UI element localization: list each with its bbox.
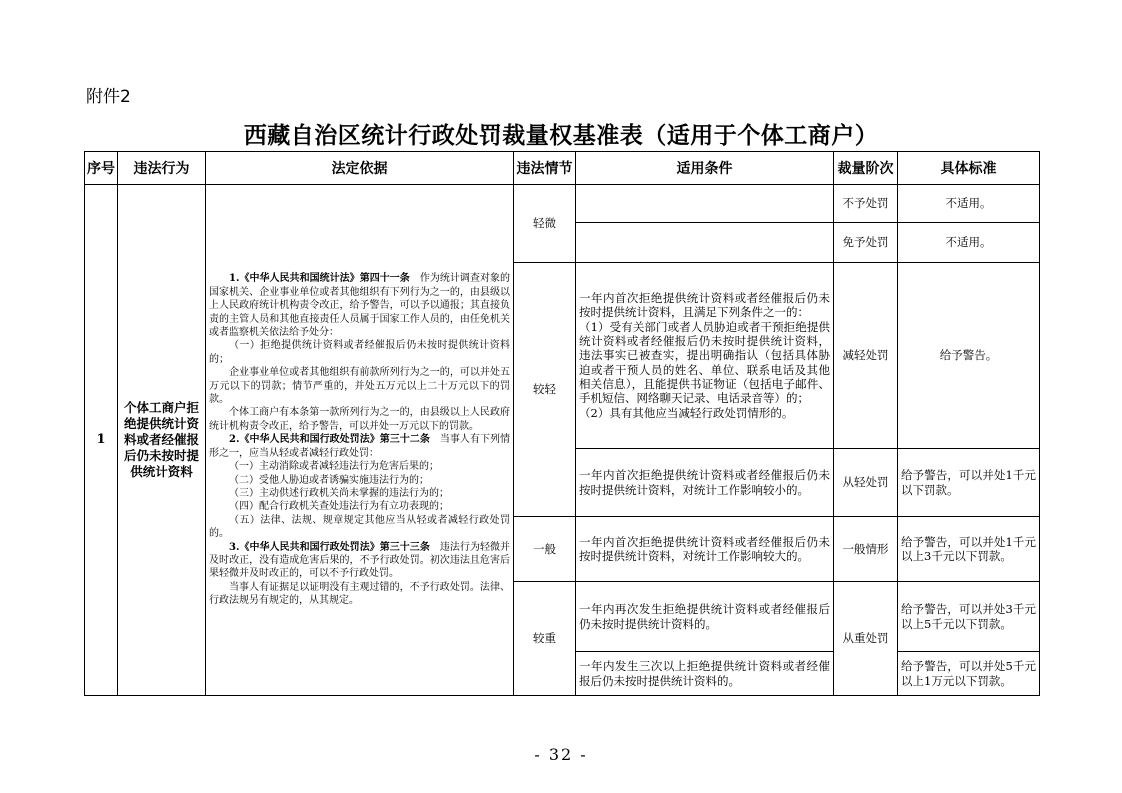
basis-text: 个体工商户有本条第一款所列行为之一的，由县级以上人民政府统计机构责令改正，给予警告，可以并处一万元以下的罚款。 — [209, 407, 510, 432]
row-behavior: 个体工商户拒绝提供统计资料或者经催报后仍未按时提供统计资料 — [118, 185, 206, 696]
circumstance-lighter: 较轻 — [514, 263, 576, 517]
basis-text: 当事人有下列情形之一，应当从轻或者减轻行政处罚： — [209, 434, 511, 459]
document-title: 西藏自治区统计行政处罚裁量权基准表（适用于个体工商户） — [243, 123, 879, 149]
standard-cell: 给予警告，可以并处5千元以上1万元以下罚款。 — [898, 652, 1040, 696]
header-basis: 法定依据 — [206, 152, 514, 185]
standard-cell: 给予警告，可以并处1千元以下罚款。 — [898, 449, 1040, 517]
level-cell: 一般情形 — [834, 517, 898, 582]
header-conditions: 适用条件 — [576, 152, 834, 185]
header-seq: 序号 — [85, 152, 118, 185]
basis-paragraph — [209, 433, 510, 460]
basis-text: （一）主动消除或者减轻违法行为危害后果的； — [229, 461, 439, 473]
page-number: - 32 - — [534, 745, 588, 764]
basis-article: 2.《中华人民共和国行政处罚法》第三十二条 — [229, 434, 430, 446]
condition-cell: 一年内首次拒绝提供统计资料或者经催报后仍未按时提供统计资料，对统计工作影响较小的。 — [576, 449, 834, 517]
basis-paragraph — [209, 339, 510, 366]
basis-paragraph — [209, 406, 510, 433]
basis-text: （四）配合行政机关查处违法行为有立功表现的； — [229, 501, 449, 513]
discretion-table — [84, 151, 1040, 696]
header-circumstance: 违法情节 — [514, 152, 576, 185]
standard-cell: 不适用。 — [898, 185, 1040, 223]
header-level: 裁量阶次 — [834, 152, 898, 185]
standard-cell: 给予警告。 — [898, 263, 1040, 449]
condition-cell — [576, 223, 834, 263]
level-cell: 从轻处罚 — [834, 449, 898, 517]
basis-paragraph — [209, 514, 510, 541]
condition-cell: 一年内发生三次以上拒绝提供统计资料或者经催报后仍未按时提供统计资料的。 — [576, 652, 834, 696]
basis-paragraph — [209, 366, 510, 406]
basis-text: （三）主动供述行政机关尚未掌握的违法行为的； — [229, 487, 449, 499]
table-row — [85, 185, 1040, 223]
basis-paragraph — [209, 541, 510, 581]
circumstance-minor: 轻微 — [514, 185, 576, 263]
standard-cell: 给予警告，可以并处1千元以上3千元以下罚款。 — [898, 517, 1040, 582]
row-seq: 1 — [85, 185, 118, 696]
basis-text: 违法行为轻微并及时改正，没有造成危害后果的，不予行政处罚。初次违法且危害后果轻微并及时改正的，可以不予行政处罚。 — [209, 541, 511, 580]
standard-cell: 不适用。 — [898, 223, 1040, 263]
circumstance-serious: 较重 — [514, 582, 576, 696]
basis-paragraph — [209, 581, 510, 608]
basis-text: （五）法律、法规、规章规定其他应当从轻或者减轻行政处罚的。 — [209, 514, 510, 540]
basis-text: 企业事业单位或者其他组织有前款所列行为之一的，可以并处五万元以下的罚款；情节严重的，并处五万元以上二十万元以下的罚款。 — [209, 367, 510, 406]
header-standard: 具体标准 — [898, 152, 1040, 185]
condition-cell: 一年内首次拒绝提供统计资料或者经催报后仍未按时提供统计资料，且满足下列条件之一的： （1）受有关部门或者人员胁迫或者干预拒绝提供统计资料或者经催报后仍未按时提供统计资料，违法事实已被查实，提出明确指认（包括具体胁迫或者干预人员的姓名、单位、联系电话及其他相关信息），且能提供书证物证（包括电子邮件、手机短信、网络聊天记录、电话录音等）的； （2）具有其他应当减轻行政处罚情形的。 — [576, 263, 834, 449]
header-row — [85, 152, 1040, 185]
condition-cell: 一年内再次发生拒绝提供统计资料或者经催报后仍未按时提供统计资料的。 — [576, 582, 834, 652]
condition-cell — [576, 185, 834, 223]
basis-paragraph — [209, 500, 510, 513]
level-cell: 减轻处罚 — [834, 263, 898, 449]
basis-paragraph — [209, 460, 510, 473]
basis-text: 当事人有证据足以证明没有主观过错的，不予行政处罚。法律、行政法规另有规定的，从其规定。 — [209, 581, 510, 607]
header-behavior: 违法行为 — [118, 152, 206, 185]
level-cell: 免予处罚 — [834, 223, 898, 263]
level-cell: 从重处罚 — [834, 582, 898, 696]
circumstance-general: 一般 — [514, 517, 576, 582]
standard-cell: 给予警告，可以并处3千元以上5千元以下罚款。 — [898, 582, 1040, 652]
basis-paragraph — [209, 474, 510, 487]
condition-cell: 一年内首次拒绝提供统计资料或者经催报后仍未按时提供统计资料，对统计工作影响较大的。 — [576, 517, 834, 582]
basis-paragraph — [209, 272, 510, 339]
attachment-label: 附件2 — [86, 87, 131, 107]
basis-text: （二）受他人胁迫或者诱骗实施违法行为的； — [229, 474, 429, 486]
basis-article: 3.《中华人民共和国行政处罚法》第三十三条 — [229, 541, 430, 553]
level-cell: 不予处罚 — [834, 185, 898, 223]
row-basis — [206, 185, 514, 696]
basis-text: 作为统计调查对象的国家机关、企业事业单位或者其他组织有下列行为之一的，由县级以上人民政府统计机构责令改正，给予警告，可以予以通报；其直接负责的主管人员和其他直接责任人员属于国家工作人员的，由任免机关或者监察机关依法给予处分： — [209, 273, 510, 339]
basis-paragraph — [209, 487, 510, 500]
basis-article: 1.《中华人民共和国统计法》第四十一条 — [229, 273, 410, 285]
basis-text: （一）拒绝提供统计资料或者经催报后仍未按时提供统计资料的； — [209, 340, 510, 365]
